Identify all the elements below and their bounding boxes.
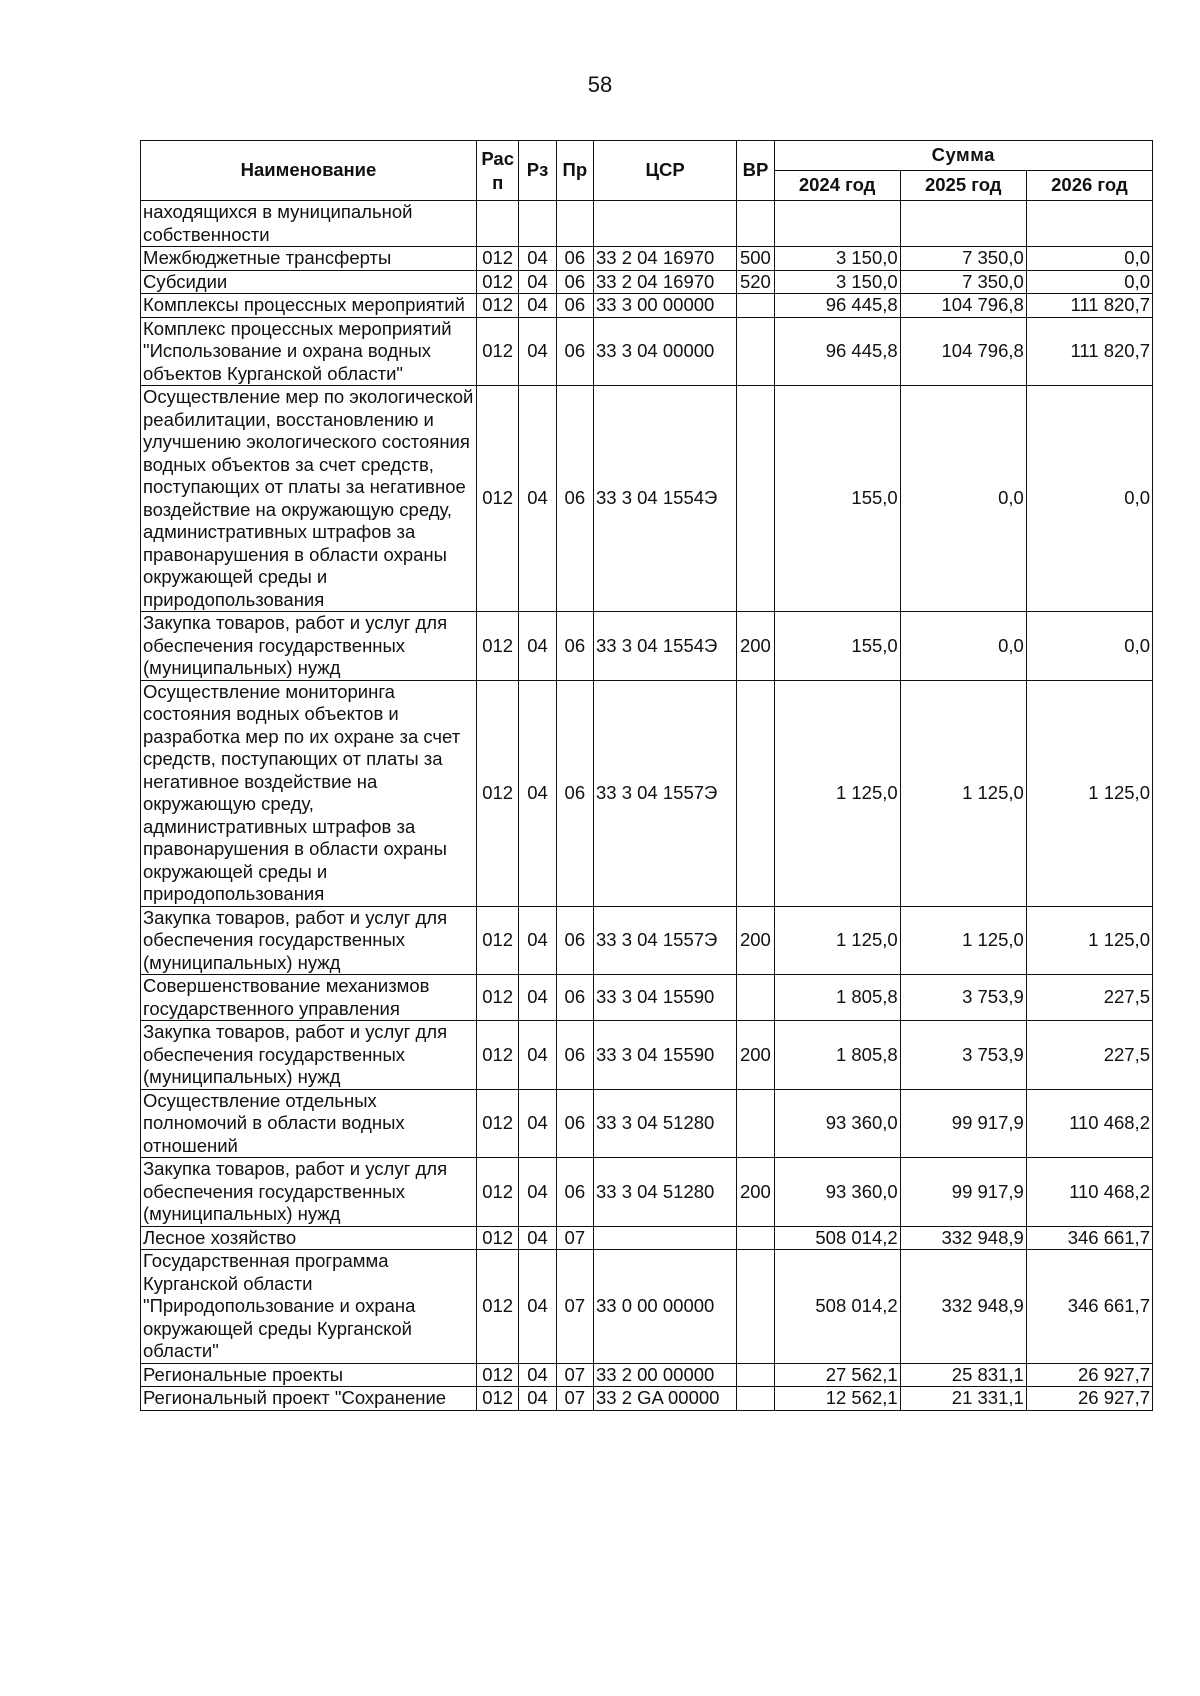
header-csr: ЦСР	[594, 141, 737, 201]
row-pr: 06	[556, 680, 593, 906]
table-row	[141, 906, 1153, 975]
header-vr: ВР	[737, 141, 774, 201]
row-rz: 04	[519, 317, 556, 386]
row-name: Государственная программа Курганской области "Природопользование и охрана окружающей среды Курганской области"	[141, 1250, 477, 1364]
row-sum-2025: 332 948,9	[900, 1250, 1026, 1364]
row-csr: 33 3 04 00000	[594, 317, 737, 386]
row-vr: 200	[737, 612, 774, 681]
row-rasp: 012	[476, 680, 518, 906]
row-sum-2025: 0,0	[900, 386, 1026, 612]
budget-table	[140, 140, 1153, 1411]
row-sum-2024: 3 150,0	[774, 270, 900, 294]
row-sum-2025: 21 331,1	[900, 1387, 1026, 1411]
table-row	[141, 1158, 1153, 1227]
row-rz: 04	[519, 386, 556, 612]
row-rz: 04	[519, 294, 556, 318]
row-sum-2026: 0,0	[1026, 612, 1152, 681]
row-sum-2026: 0,0	[1026, 247, 1152, 271]
row-rasp: 012	[476, 1021, 518, 1090]
row-pr: 07	[556, 1226, 593, 1250]
row-rasp: 012	[476, 1158, 518, 1227]
header-year-2024: 2024 год	[774, 171, 900, 201]
row-vr	[737, 1226, 774, 1250]
row-rz	[519, 201, 556, 247]
row-sum-2025: 104 796,8	[900, 294, 1026, 318]
row-sum-2026: 346 661,7	[1026, 1226, 1152, 1250]
row-vr	[737, 1089, 774, 1158]
row-csr: 33 3 04 1554Э	[594, 386, 737, 612]
row-rasp: 012	[476, 294, 518, 318]
header-year-2026: 2026 год	[1026, 171, 1152, 201]
row-sum-2026: 111 820,7	[1026, 294, 1152, 318]
row-sum-2026: 1 125,0	[1026, 906, 1152, 975]
row-pr	[556, 201, 593, 247]
row-sum-2026: 227,5	[1026, 975, 1152, 1021]
row-vr: 500	[737, 247, 774, 271]
row-name: Закупка товаров, работ и услуг для обеспечения государственных (муниципальных) нужд	[141, 906, 477, 975]
row-rz: 04	[519, 270, 556, 294]
row-sum-2024: 27 562,1	[774, 1363, 900, 1387]
row-rasp	[476, 201, 518, 247]
header-name: Наименование	[141, 141, 477, 201]
row-vr: 200	[737, 1021, 774, 1090]
row-sum-2026: 26 927,7	[1026, 1363, 1152, 1387]
row-sum-2024: 155,0	[774, 386, 900, 612]
row-csr: 33 3 04 51280	[594, 1158, 737, 1227]
table-row	[141, 1089, 1153, 1158]
row-csr: 33 3 04 1554Э	[594, 612, 737, 681]
row-rz: 04	[519, 247, 556, 271]
row-rz: 04	[519, 1250, 556, 1364]
row-vr	[737, 1363, 774, 1387]
row-name: находящихся в муниципальной собственности	[141, 201, 477, 247]
row-sum-2024: 12 562,1	[774, 1387, 900, 1411]
row-rz: 04	[519, 1021, 556, 1090]
row-rasp: 012	[476, 270, 518, 294]
row-csr: 33 2 GA 00000	[594, 1387, 737, 1411]
row-csr: 33 2 04 16970	[594, 247, 737, 271]
table-row	[141, 612, 1153, 681]
row-rasp: 012	[476, 906, 518, 975]
row-pr: 06	[556, 612, 593, 681]
row-sum-2026: 111 820,7	[1026, 317, 1152, 386]
table-row	[141, 1021, 1153, 1090]
row-sum-2025: 7 350,0	[900, 270, 1026, 294]
row-sum-2026: 26 927,7	[1026, 1387, 1152, 1411]
row-sum-2024: 1 125,0	[774, 680, 900, 906]
row-name: Субсидии	[141, 270, 477, 294]
row-sum-2025: 332 948,9	[900, 1226, 1026, 1250]
row-sum-2024: 155,0	[774, 612, 900, 681]
row-rz: 04	[519, 612, 556, 681]
row-csr: 33 2 00 00000	[594, 1363, 737, 1387]
row-csr	[594, 201, 737, 247]
row-rasp: 012	[476, 386, 518, 612]
row-csr: 33 2 04 16970	[594, 270, 737, 294]
row-vr	[737, 1387, 774, 1411]
header-year-2025: 2025 год	[900, 171, 1026, 201]
row-rz: 04	[519, 1387, 556, 1411]
row-rasp: 012	[476, 247, 518, 271]
row-csr: 33 3 04 51280	[594, 1089, 737, 1158]
row-vr	[737, 386, 774, 612]
row-sum-2026: 0,0	[1026, 386, 1152, 612]
row-name: Межбюджетные трансферты	[141, 247, 477, 271]
row-sum-2026: 346 661,7	[1026, 1250, 1152, 1364]
row-csr: 33 3 04 15590	[594, 975, 737, 1021]
row-sum-2025: 3 753,9	[900, 975, 1026, 1021]
row-name: Комплекс процессных мероприятий "Использование и охрана водных объектов Курганской области"	[141, 317, 477, 386]
row-pr: 06	[556, 1089, 593, 1158]
table-row	[141, 247, 1153, 271]
row-rasp: 012	[476, 1226, 518, 1250]
row-pr: 06	[556, 906, 593, 975]
row-sum-2025: 7 350,0	[900, 247, 1026, 271]
row-pr: 07	[556, 1363, 593, 1387]
row-pr: 06	[556, 1021, 593, 1090]
table-row	[141, 1387, 1153, 1411]
row-sum-2025	[900, 201, 1026, 247]
row-rasp: 012	[476, 612, 518, 681]
row-sum-2026: 0,0	[1026, 270, 1152, 294]
row-sum-2024	[774, 201, 900, 247]
table-row	[141, 680, 1153, 906]
row-sum-2025: 0,0	[900, 612, 1026, 681]
row-sum-2025: 1 125,0	[900, 906, 1026, 975]
row-pr: 06	[556, 270, 593, 294]
page-number: 58	[587, 72, 613, 97]
row-rz: 04	[519, 1363, 556, 1387]
row-pr: 06	[556, 975, 593, 1021]
header-sum: Сумма	[774, 141, 1152, 171]
row-rasp: 012	[476, 1363, 518, 1387]
row-rz: 04	[519, 906, 556, 975]
row-vr	[737, 1250, 774, 1364]
row-vr	[737, 975, 774, 1021]
row-sum-2025: 104 796,8	[900, 317, 1026, 386]
row-csr: 33 3 04 1557Э	[594, 906, 737, 975]
table-row	[141, 386, 1153, 612]
row-sum-2025: 25 831,1	[900, 1363, 1026, 1387]
row-sum-2026: 110 468,2	[1026, 1158, 1152, 1227]
row-pr: 06	[556, 247, 593, 271]
row-csr: 33 3 04 15590	[594, 1021, 737, 1090]
row-pr: 06	[556, 317, 593, 386]
table-row	[141, 975, 1153, 1021]
row-rasp: 012	[476, 1250, 518, 1364]
row-name: Закупка товаров, работ и услуг для обеспечения государственных (муниципальных) нужд	[141, 612, 477, 681]
row-vr: 200	[737, 906, 774, 975]
row-sum-2026: 1 125,0	[1026, 680, 1152, 906]
table-header	[141, 141, 1153, 201]
row-name: Совершенствование механизмов государственного управления	[141, 975, 477, 1021]
header-rz: Рз	[519, 141, 556, 201]
row-name: Лесное хозяйство	[141, 1226, 477, 1250]
row-csr	[594, 1226, 737, 1250]
row-vr	[737, 680, 774, 906]
row-sum-2026: 110 468,2	[1026, 1089, 1152, 1158]
row-csr: 33 3 00 00000	[594, 294, 737, 318]
row-pr: 06	[556, 386, 593, 612]
table-row	[141, 1250, 1153, 1364]
row-pr: 07	[556, 1387, 593, 1411]
row-sum-2024: 96 445,8	[774, 294, 900, 318]
row-sum-2024: 96 445,8	[774, 317, 900, 386]
table-body	[141, 201, 1153, 1411]
row-rz: 04	[519, 1089, 556, 1158]
row-pr: 06	[556, 294, 593, 318]
row-name: Закупка товаров, работ и услуг для обеспечения государственных (муниципальных) нужд	[141, 1158, 477, 1227]
row-csr: 33 3 04 1557Э	[594, 680, 737, 906]
row-vr: 200	[737, 1158, 774, 1227]
row-sum-2025: 99 917,9	[900, 1158, 1026, 1227]
row-csr: 33 0 00 00000	[594, 1250, 737, 1364]
table-row	[141, 294, 1153, 318]
table-row	[141, 201, 1153, 247]
table-row	[141, 1363, 1153, 1387]
row-sum-2024: 93 360,0	[774, 1089, 900, 1158]
row-sum-2024: 1 805,8	[774, 975, 900, 1021]
row-sum-2025: 99 917,9	[900, 1089, 1026, 1158]
row-vr	[737, 317, 774, 386]
row-rz: 04	[519, 1158, 556, 1227]
row-name: Региональный проект "Сохранение	[141, 1387, 477, 1411]
row-sum-2024: 3 150,0	[774, 247, 900, 271]
row-sum-2024: 1 805,8	[774, 1021, 900, 1090]
header-rasp: Рас п	[476, 141, 518, 201]
row-name: Осуществление мониторинга состояния водных объектов и разработка мер по их охране за счет средств, поступающих от платы за негативное воздействие на окружающую среду, административных штрафов за правонарушения в области охраны окружающей среды и природопользования	[141, 680, 477, 906]
row-vr	[737, 201, 774, 247]
table-row	[141, 270, 1153, 294]
table-row	[141, 1226, 1153, 1250]
row-sum-2025: 3 753,9	[900, 1021, 1026, 1090]
row-name: Осуществление мер по экологической реабилитации, восстановлению и улучшению экологического состояния водных объектов за счет средств, поступающих от платы за негативное воздействие на окружающую среду, административных штрафов за правонарушения в области охраны окружающей среды и природопользования	[141, 386, 477, 612]
row-sum-2026	[1026, 201, 1152, 247]
row-sum-2024: 508 014,2	[774, 1226, 900, 1250]
row-name: Осуществление отдельных полномочий в области водных отношений	[141, 1089, 477, 1158]
row-vr: 520	[737, 270, 774, 294]
row-rasp: 012	[476, 1387, 518, 1411]
row-sum-2024: 508 014,2	[774, 1250, 900, 1364]
row-sum-2025: 1 125,0	[900, 680, 1026, 906]
header-pr: Пр	[556, 141, 593, 201]
row-rz: 04	[519, 1226, 556, 1250]
row-name: Комплексы процессных мероприятий	[141, 294, 477, 318]
table-row	[141, 317, 1153, 386]
row-rz: 04	[519, 680, 556, 906]
row-name: Региональные проекты	[141, 1363, 477, 1387]
row-name: Закупка товаров, работ и услуг для обеспечения государственных (муниципальных) нужд	[141, 1021, 477, 1090]
row-pr: 06	[556, 1158, 593, 1227]
row-vr	[737, 294, 774, 318]
row-rasp: 012	[476, 975, 518, 1021]
row-pr: 07	[556, 1250, 593, 1364]
row-sum-2024: 93 360,0	[774, 1158, 900, 1227]
row-rasp: 012	[476, 1089, 518, 1158]
row-rz: 04	[519, 975, 556, 1021]
row-sum-2026: 227,5	[1026, 1021, 1152, 1090]
row-sum-2024: 1 125,0	[774, 906, 900, 975]
row-rasp: 012	[476, 317, 518, 386]
